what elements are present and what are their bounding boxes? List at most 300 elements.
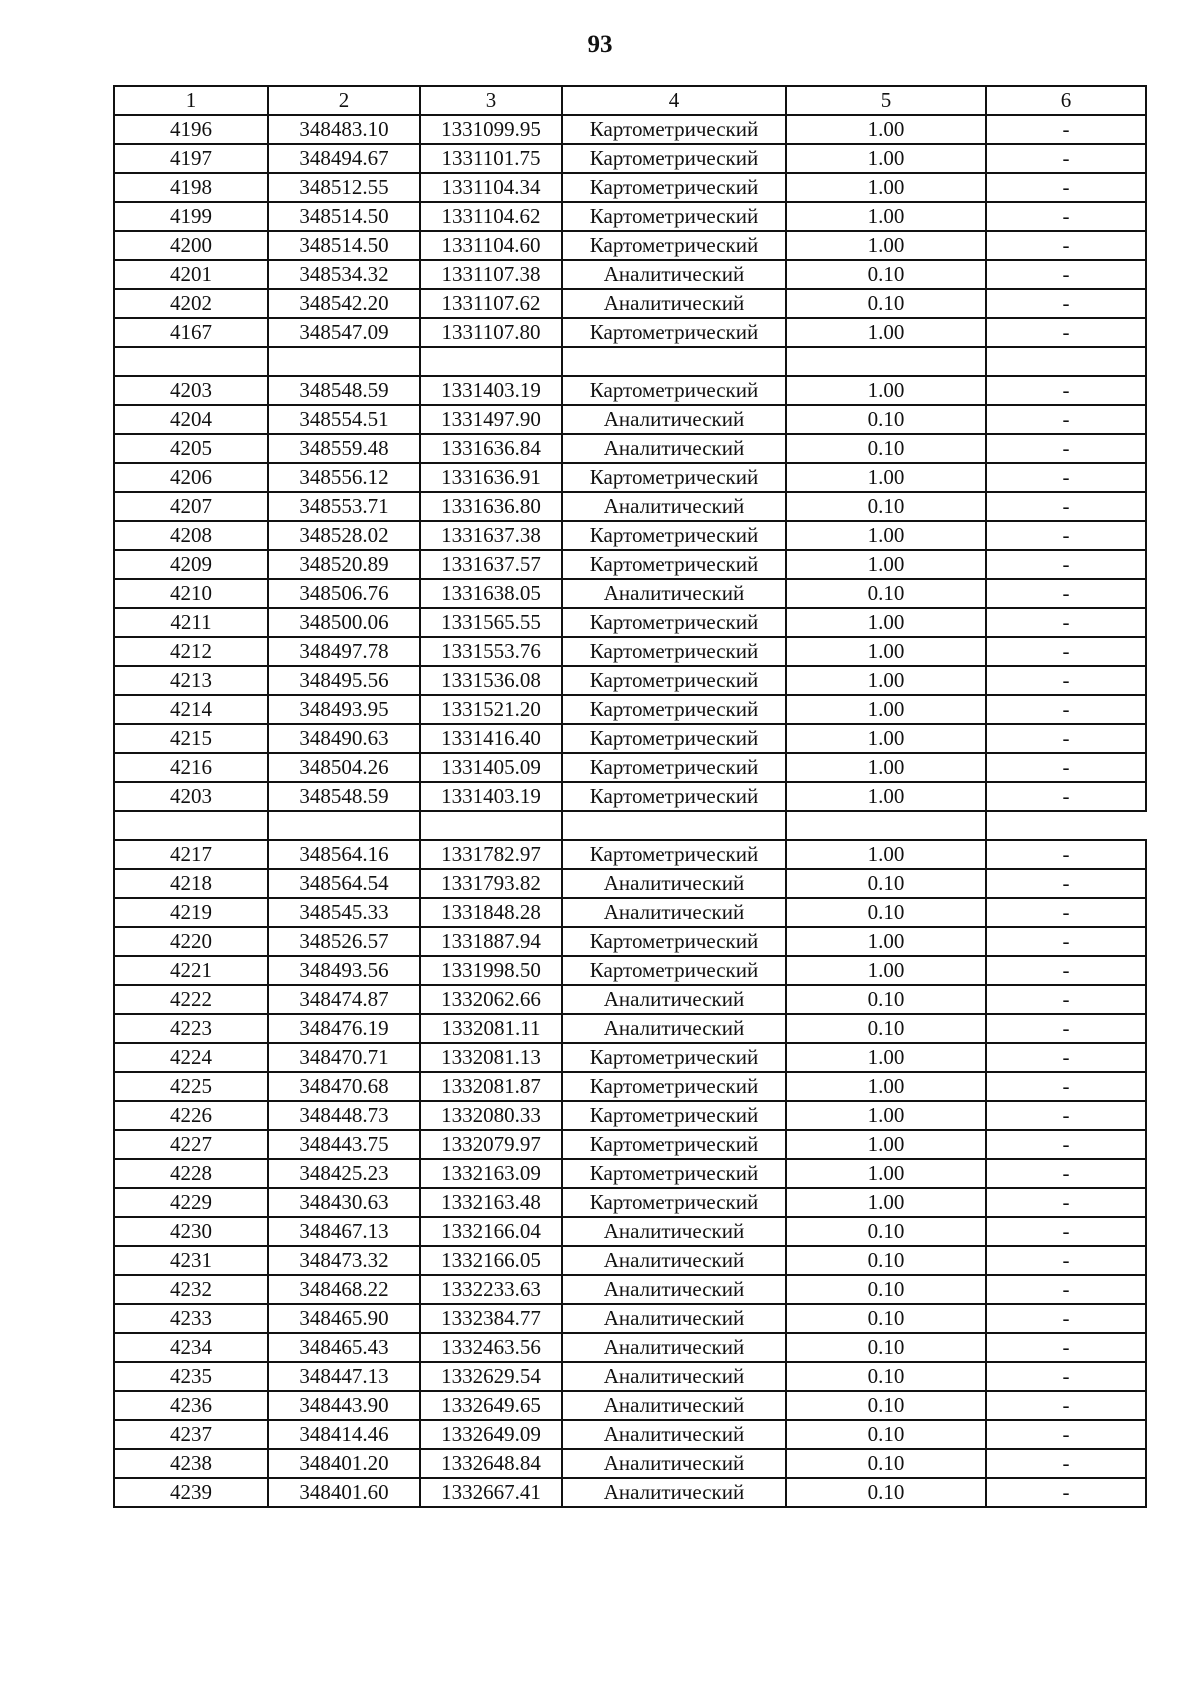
cell-point-number: 4199 [114, 202, 268, 231]
table-row [114, 144, 1146, 173]
cell-y-coordinate: 1332081.11 [420, 1014, 562, 1043]
cell-point-number: 4211 [114, 608, 268, 637]
cell-point-number: 4238 [114, 1449, 268, 1478]
cell-method: Картометрический [562, 463, 786, 492]
cell-method: Картометрический [562, 318, 786, 347]
column-header-method: 4 [562, 86, 786, 115]
cell-point-number: 4198 [114, 173, 268, 202]
cell-y-coordinate: 1332629.54 [420, 1362, 562, 1391]
cell-method: Картометрический [562, 724, 786, 753]
cell-point-number: 4220 [114, 927, 268, 956]
cell-x-coordinate: 348447.13 [268, 1362, 420, 1391]
cell-method: Картометрический [562, 1072, 786, 1101]
table-header [114, 86, 1146, 115]
cell-y-coordinate: 1331637.57 [420, 550, 562, 579]
cell-description: - [986, 260, 1146, 289]
table-row [114, 695, 1146, 724]
cell-point-number: 4208 [114, 521, 268, 550]
table-row [114, 782, 1146, 811]
cell-point-number: 4196 [114, 115, 268, 144]
table-row [114, 376, 1146, 405]
cell-point-number: 4197 [114, 144, 268, 173]
cell-x-coordinate: 348564.54 [268, 869, 420, 898]
cell-accuracy: 1.00 [786, 144, 986, 173]
cell-accuracy: 1.00 [786, 1130, 986, 1159]
table-row [114, 666, 1146, 695]
cell-method: Аналитический [562, 1449, 786, 1478]
cell-method: Аналитический [562, 1391, 786, 1420]
cell-description: - [986, 1043, 1146, 1072]
column-header-point-number: 1 [114, 86, 268, 115]
cell-accuracy: 1.00 [786, 695, 986, 724]
cell-description: - [986, 666, 1146, 695]
cell-x-coordinate: 348548.59 [268, 782, 420, 811]
cell-accuracy: 1.00 [786, 608, 986, 637]
cell-accuracy: 0.10 [786, 869, 986, 898]
cell-y-coordinate: 1332233.63 [420, 1275, 562, 1304]
cell-description: - [986, 1362, 1146, 1391]
cell-y-coordinate: 1331638.05 [420, 579, 562, 608]
cell-accuracy: 1.00 [786, 782, 986, 811]
cell-x-coordinate: 348470.71 [268, 1043, 420, 1072]
cell-accuracy: 0.10 [786, 1304, 986, 1333]
cell-accuracy: 0.10 [786, 260, 986, 289]
cell-description: - [986, 695, 1146, 724]
cell-point-number: 4231 [114, 1246, 268, 1275]
cell-x-coordinate: 348500.06 [268, 608, 420, 637]
table-row [114, 521, 1146, 550]
table-row [114, 985, 1146, 1014]
cell-description: - [986, 115, 1146, 144]
cell-x-coordinate: 348512.55 [268, 173, 420, 202]
table-row [114, 1043, 1146, 1072]
cell-description: - [986, 1188, 1146, 1217]
cell-point-number: 4210 [114, 579, 268, 608]
cell-description: - [986, 985, 1146, 1014]
cell-point-number: 4225 [114, 1072, 268, 1101]
cell-accuracy: 0.10 [786, 985, 986, 1014]
cell-x-coordinate: 348542.20 [268, 289, 420, 318]
cell-y-coordinate: 1331403.19 [420, 376, 562, 405]
cell-x-coordinate: 348425.23 [268, 1159, 420, 1188]
coordinates-table [113, 85, 1147, 1508]
cell-accuracy: 1.00 [786, 1188, 986, 1217]
cell-accuracy: 0.10 [786, 289, 986, 318]
cell-method: Картометрический [562, 608, 786, 637]
cell-method: Аналитический [562, 434, 786, 463]
cell-description: - [986, 144, 1146, 173]
cell-description: - [986, 1478, 1146, 1507]
cell-method: Аналитический [562, 1014, 786, 1043]
table-row [114, 1449, 1146, 1478]
cell-x-coordinate: 348520.89 [268, 550, 420, 579]
cell-x-coordinate: 348474.87 [268, 985, 420, 1014]
cell-y-coordinate: 1331403.19 [420, 782, 562, 811]
cell-point-number: 4224 [114, 1043, 268, 1072]
cell-point-number: 4200 [114, 231, 268, 260]
cell-point-number: 4221 [114, 956, 268, 985]
cell-accuracy: 1.00 [786, 956, 986, 985]
cell-description: - [986, 1391, 1146, 1420]
cell-point-number: 4203 [114, 782, 268, 811]
table-row [114, 579, 1146, 608]
cell-method: Аналитический [562, 289, 786, 318]
cell-y-coordinate: 1332163.48 [420, 1188, 562, 1217]
cell-x-coordinate: 348493.56 [268, 956, 420, 985]
cell-x-coordinate: 348493.95 [268, 695, 420, 724]
cell-accuracy: 0.10 [786, 1420, 986, 1449]
cell-accuracy: 0.10 [786, 434, 986, 463]
cell-method: Аналитический [562, 579, 786, 608]
table-row [114, 260, 1146, 289]
table-row [114, 1188, 1146, 1217]
table-row [114, 1362, 1146, 1391]
cell-description: - [986, 1246, 1146, 1275]
cell-method: Аналитический [562, 1246, 786, 1275]
cell-y-coordinate: 1331848.28 [420, 898, 562, 927]
cell-description: - [986, 1333, 1146, 1362]
cell-method: Картометрический [562, 840, 786, 869]
table-row [114, 318, 1146, 347]
cell-method: Картометрический [562, 1188, 786, 1217]
cell-point-number: 4236 [114, 1391, 268, 1420]
cell-y-coordinate: 1332166.04 [420, 1217, 562, 1246]
cell-accuracy: 0.10 [786, 1275, 986, 1304]
cell-y-coordinate: 1331521.20 [420, 695, 562, 724]
cell-accuracy: 1.00 [786, 637, 986, 666]
cell-point-number: 4203 [114, 376, 268, 405]
cell-description: - [986, 289, 1146, 318]
cell-x-coordinate: 348534.32 [268, 260, 420, 289]
table-row [114, 434, 1146, 463]
cell-point-number: 4214 [114, 695, 268, 724]
cell-method: Картометрический [562, 666, 786, 695]
cell-x-coordinate: 348554.51 [268, 405, 420, 434]
table-row [114, 1246, 1146, 1275]
cell-method: Картометрический [562, 115, 786, 144]
cell-x-coordinate: 348545.33 [268, 898, 420, 927]
cell-x-coordinate: 348414.46 [268, 1420, 420, 1449]
cell-accuracy: 0.10 [786, 1246, 986, 1275]
cell-method: Аналитический [562, 869, 786, 898]
column-header-y-coordinate: 3 [420, 86, 562, 115]
cell-point-number: 4216 [114, 753, 268, 782]
cell-x-coordinate: 348483.10 [268, 115, 420, 144]
cell-y-coordinate: 1331107.38 [420, 260, 562, 289]
cell-y-coordinate: 1332463.56 [420, 1333, 562, 1362]
cell-y-coordinate: 1332079.97 [420, 1130, 562, 1159]
cell-description: - [986, 608, 1146, 637]
column-header-accuracy: 5 [786, 86, 986, 115]
cell-description: - [986, 1130, 1146, 1159]
cell-y-coordinate: 1331104.62 [420, 202, 562, 231]
cell-y-coordinate: 1331636.84 [420, 434, 562, 463]
cell-method: Картометрический [562, 927, 786, 956]
table-row [114, 1420, 1146, 1449]
cell-point-number: 4206 [114, 463, 268, 492]
cell-description: - [986, 318, 1146, 347]
cell-x-coordinate: 348443.90 [268, 1391, 420, 1420]
table-row [114, 1478, 1146, 1507]
table-row [114, 1304, 1146, 1333]
cell-y-coordinate: 1331104.60 [420, 231, 562, 260]
table-row [114, 840, 1146, 869]
cell-x-coordinate: 348465.90 [268, 1304, 420, 1333]
cell-y-coordinate: 1331416.40 [420, 724, 562, 753]
cell-method: Аналитический [562, 898, 786, 927]
cell-description: - [986, 521, 1146, 550]
table-row [114, 231, 1146, 260]
cell-method: Картометрический [562, 376, 786, 405]
cell-accuracy: 1.00 [786, 231, 986, 260]
cell-x-coordinate: 348564.16 [268, 840, 420, 869]
cell-point-number: 4205 [114, 434, 268, 463]
table-row [114, 956, 1146, 985]
cell-y-coordinate: 1331107.80 [420, 318, 562, 347]
cell-method: Картометрический [562, 144, 786, 173]
cell-x-coordinate: 348526.57 [268, 927, 420, 956]
cell-y-coordinate: 1332080.33 [420, 1101, 562, 1130]
cell-point-number: 4227 [114, 1130, 268, 1159]
cell-method: Картометрический [562, 231, 786, 260]
cell-accuracy: 1.00 [786, 1101, 986, 1130]
separator-row [114, 811, 1146, 840]
cell-x-coordinate: 348553.71 [268, 492, 420, 521]
cell-y-coordinate: 1331497.90 [420, 405, 562, 434]
cell-accuracy: 1.00 [786, 173, 986, 202]
cell-method: Аналитический [562, 985, 786, 1014]
cell-accuracy: 0.10 [786, 492, 986, 521]
cell-x-coordinate: 348468.22 [268, 1275, 420, 1304]
cell-method: Аналитический [562, 1333, 786, 1362]
table-row [114, 289, 1146, 318]
table-body [114, 115, 1146, 1507]
cell-accuracy: 0.10 [786, 405, 986, 434]
cell-accuracy: 0.10 [786, 1014, 986, 1043]
cell-accuracy [786, 347, 986, 376]
cell-point-number: 4212 [114, 637, 268, 666]
cell-x-coordinate [268, 811, 420, 840]
cell-point-number: 4228 [114, 1159, 268, 1188]
cell-description: - [986, 1304, 1146, 1333]
cell-description: - [986, 956, 1146, 985]
cell-y-coordinate: 1332649.65 [420, 1391, 562, 1420]
cell-y-coordinate: 1332062.66 [420, 985, 562, 1014]
cell-point-number: 4232 [114, 1275, 268, 1304]
cell-description [986, 347, 1146, 376]
cell-method: Аналитический [562, 492, 786, 521]
cell-point-number: 4204 [114, 405, 268, 434]
cell-point-number: 4217 [114, 840, 268, 869]
cell-accuracy: 1.00 [786, 550, 986, 579]
table-row [114, 1217, 1146, 1246]
cell-point-number: 4219 [114, 898, 268, 927]
table-row [114, 1101, 1146, 1130]
cell-method: Картометрический [562, 1130, 786, 1159]
cell-y-coordinate [420, 811, 562, 840]
table-row [114, 753, 1146, 782]
cell-x-coordinate: 348448.73 [268, 1101, 420, 1130]
cell-x-coordinate: 348467.13 [268, 1217, 420, 1246]
cell-description: - [986, 840, 1146, 869]
table-row [114, 202, 1146, 231]
cell-y-coordinate: 1332081.87 [420, 1072, 562, 1101]
cell-description [986, 811, 1146, 840]
table-row [114, 1159, 1146, 1188]
cell-x-coordinate: 348504.26 [268, 753, 420, 782]
cell-method [562, 347, 786, 376]
cell-description: - [986, 898, 1146, 927]
cell-x-coordinate: 348443.75 [268, 1130, 420, 1159]
cell-x-coordinate: 348494.67 [268, 144, 420, 173]
cell-y-coordinate: 1332081.13 [420, 1043, 562, 1072]
cell-y-coordinate: 1332649.09 [420, 1420, 562, 1449]
cell-method: Аналитический [562, 1362, 786, 1391]
cell-method: Аналитический [562, 1217, 786, 1246]
cell-description: - [986, 202, 1146, 231]
cell-point-number: 4229 [114, 1188, 268, 1217]
cell-method: Аналитический [562, 1304, 786, 1333]
cell-accuracy: 0.10 [786, 1217, 986, 1246]
cell-description: - [986, 1101, 1146, 1130]
cell-x-coordinate: 348465.43 [268, 1333, 420, 1362]
cell-description: - [986, 376, 1146, 405]
cell-point-number: 4209 [114, 550, 268, 579]
cell-description: - [986, 231, 1146, 260]
cell-accuracy: 1.00 [786, 666, 986, 695]
cell-point-number: 4237 [114, 1420, 268, 1449]
cell-method: Картометрический [562, 695, 786, 724]
cell-accuracy: 0.10 [786, 1449, 986, 1478]
cell-y-coordinate: 1331793.82 [420, 869, 562, 898]
cell-accuracy: 0.10 [786, 1478, 986, 1507]
cell-accuracy: 1.00 [786, 521, 986, 550]
cell-accuracy: 0.10 [786, 579, 986, 608]
cell-point-number [114, 811, 268, 840]
cell-x-coordinate: 348559.48 [268, 434, 420, 463]
cell-method: Аналитический [562, 1275, 786, 1304]
cell-description: - [986, 1217, 1146, 1246]
cell-y-coordinate: 1331887.94 [420, 927, 562, 956]
cell-x-coordinate: 348528.02 [268, 521, 420, 550]
cell-description: - [986, 869, 1146, 898]
cell-point-number: 4207 [114, 492, 268, 521]
table-row [114, 869, 1146, 898]
cell-method: Картометрический [562, 753, 786, 782]
cell-x-coordinate: 348548.59 [268, 376, 420, 405]
cell-y-coordinate: 1332384.77 [420, 1304, 562, 1333]
table-row [114, 1014, 1146, 1043]
cell-method: Картометрический [562, 1101, 786, 1130]
cell-accuracy: 0.10 [786, 898, 986, 927]
cell-description: - [986, 724, 1146, 753]
cell-point-number [114, 347, 268, 376]
cell-y-coordinate: 1331565.55 [420, 608, 562, 637]
table-row [114, 405, 1146, 434]
cell-description: - [986, 1072, 1146, 1101]
cell-description: - [986, 463, 1146, 492]
cell-accuracy [786, 811, 986, 840]
cell-point-number: 4233 [114, 1304, 268, 1333]
cell-y-coordinate: 1331782.97 [420, 840, 562, 869]
cell-x-coordinate: 348473.32 [268, 1246, 420, 1275]
cell-point-number: 4226 [114, 1101, 268, 1130]
cell-x-coordinate: 348401.60 [268, 1478, 420, 1507]
cell-method: Картометрический [562, 637, 786, 666]
table-row [114, 550, 1146, 579]
cell-method: Картометрический [562, 202, 786, 231]
cell-point-number: 4234 [114, 1333, 268, 1362]
cell-y-coordinate [420, 347, 562, 376]
cell-method: Картометрический [562, 1159, 786, 1188]
table-row [114, 115, 1146, 144]
cell-x-coordinate: 348401.20 [268, 1449, 420, 1478]
table-row [114, 608, 1146, 637]
cell-x-coordinate: 348490.63 [268, 724, 420, 753]
cell-y-coordinate: 1331536.08 [420, 666, 562, 695]
table-row [114, 173, 1146, 202]
cell-description: - [986, 637, 1146, 666]
table-row [114, 1333, 1146, 1362]
table-row [114, 724, 1146, 753]
table-row [114, 898, 1146, 927]
page-number: 93 [587, 31, 613, 58]
cell-description: - [986, 1449, 1146, 1478]
cell-y-coordinate: 1331101.75 [420, 144, 562, 173]
cell-method: Аналитический [562, 260, 786, 289]
table-row [114, 927, 1146, 956]
cell-method: Картометрический [562, 1043, 786, 1072]
column-header-description: 6 [986, 86, 1146, 115]
cell-x-coordinate: 348476.19 [268, 1014, 420, 1043]
cell-accuracy: 1.00 [786, 1043, 986, 1072]
cell-point-number: 4230 [114, 1217, 268, 1246]
cell-y-coordinate: 1331107.62 [420, 289, 562, 318]
cell-x-coordinate: 348556.12 [268, 463, 420, 492]
cell-method [562, 811, 786, 840]
cell-point-number: 4201 [114, 260, 268, 289]
cell-accuracy: 1.00 [786, 753, 986, 782]
cell-method: Картометрический [562, 956, 786, 985]
table-row [114, 463, 1146, 492]
cell-accuracy: 1.00 [786, 115, 986, 144]
cell-accuracy: 0.10 [786, 1391, 986, 1420]
cell-y-coordinate: 1331099.95 [420, 115, 562, 144]
cell-description: - [986, 753, 1146, 782]
cell-y-coordinate: 1331637.38 [420, 521, 562, 550]
cell-x-coordinate [268, 347, 420, 376]
cell-x-coordinate: 348497.78 [268, 637, 420, 666]
cell-description: - [986, 405, 1146, 434]
cell-point-number: 4239 [114, 1478, 268, 1507]
cell-description: - [986, 782, 1146, 811]
cell-x-coordinate: 348495.56 [268, 666, 420, 695]
cell-description: - [986, 550, 1146, 579]
cell-point-number: 4222 [114, 985, 268, 1014]
cell-point-number: 4235 [114, 1362, 268, 1391]
cell-method: Картометрический [562, 782, 786, 811]
cell-description: - [986, 173, 1146, 202]
cell-accuracy: 1.00 [786, 202, 986, 231]
cell-x-coordinate: 348514.50 [268, 231, 420, 260]
cell-accuracy: 1.00 [786, 724, 986, 753]
cell-accuracy: 0.10 [786, 1362, 986, 1391]
cell-x-coordinate: 348430.63 [268, 1188, 420, 1217]
cell-description: - [986, 1420, 1146, 1449]
cell-point-number: 4223 [114, 1014, 268, 1043]
cell-y-coordinate: 1331405.09 [420, 753, 562, 782]
cell-description: - [986, 1159, 1146, 1188]
